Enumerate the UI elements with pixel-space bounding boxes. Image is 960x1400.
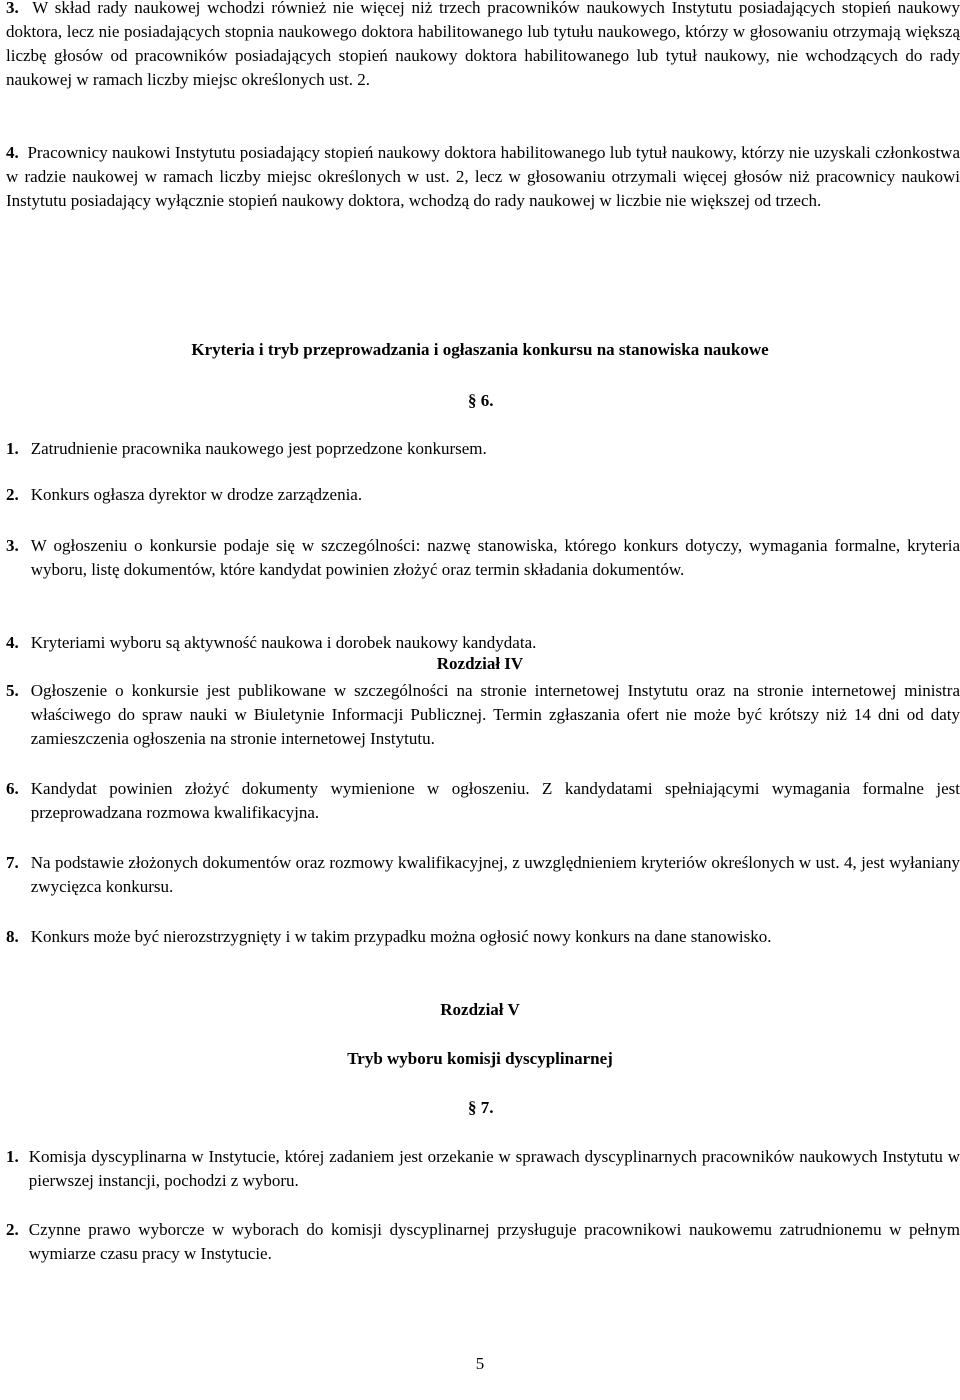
item-text: Zatrudnienie pracownika naukowego jest poprzedzone konkursem. <box>30 439 487 458</box>
item-text: W ogłoszeniu o konkursie podaje się w szczególności: nazwę stanowiska, którego konkurs dotyczy, wymagania formalne, kryteria wyboru, listę dokumentów, które kandydat powinien złożyć oraz termin składania dokumentów. <box>30 536 960 579</box>
list-item <box>6 483 960 507</box>
item-number: 4. <box>6 633 19 652</box>
paragraph-number: § 6. <box>468 391 494 410</box>
item-number: 6. <box>6 779 19 798</box>
list-item <box>6 437 960 461</box>
list-item <box>6 925 960 949</box>
list-item <box>6 777 960 825</box>
item-number: 3. <box>6 0 19 17</box>
list-item <box>6 851 960 899</box>
item-text: Kryteriami wyboru są aktywność naukowa i dorobek naukowy kandydata. <box>30 633 537 652</box>
item-number: 8. <box>6 927 19 946</box>
item-text: Pracownicy naukowi Instytutu posiadający stopień naukowy doktora habilitowanego lub tytuł naukowy, którzy nie uzyskali członkostwa w radzie naukowej w ramach liczby miejsc określonych w ust. 2, lecz w głosowaniu otrzymali więcej głosów niż pracownicy naukowi Instytutu posiadający wyłącznie stopień naukowy doktora, wchodzą do rady naukowej w liczbie nie większej od trzech. <box>6 143 960 210</box>
chapter-heading: Rozdział IV <box>436 654 524 673</box>
item-number: 2. <box>6 485 19 504</box>
item-text: Konkurs może być nierozstrzygnięty i w takim przypadku można ogłosić nowy konkurs na dane stanowisko. <box>30 927 772 946</box>
list-item <box>6 679 960 751</box>
item-text: Ogłoszenie o konkursie jest publikowane w szczególności na stronie internetowej Instytutu oraz na stronie internetowej ministra właściwego do spraw nauki w Biuletynie Informacji Publicznej. Termin zgłaszania ofert nie może być krótszy niż 14 dni od daty zamieszczenia ogłoszenia na stronie internetowej Instytutu. <box>30 681 960 748</box>
list-item <box>6 0 960 92</box>
item-number: 5. <box>6 681 19 700</box>
list-item <box>6 1145 960 1193</box>
list-item <box>6 631 960 655</box>
item-number: 1. <box>6 1147 19 1166</box>
chapter-heading: Rozdział V <box>440 1000 520 1019</box>
chapter-title: Tryb wyboru komisji dyscyplinarnej <box>347 1049 613 1068</box>
item-number: 1. <box>6 439 19 458</box>
list-item <box>6 141 960 213</box>
item-text: W skład rady naukowej wchodzi również nie więcej niż trzech pracowników naukowych Instytutu posiadających stopień naukowy doktora, lecz nie posiadających stopnia naukowego doktora habilitowanego lub tytułu naukowego, którzy w głosowaniu otrzymają większą liczbę głosów od pracowników posiadających stopień naukowy doktora habilitowanego lub tytuł naukowy, nie wchodzących do rady naukowej w ramach liczby miejsc określonych ust. 2. <box>6 0 960 89</box>
item-text: Konkurs ogłasza dyrektor w drodze zarządzenia. <box>30 485 363 504</box>
item-number: 3. <box>6 536 19 555</box>
item-text: Komisja dyscyplinarna w Instytucie, której zadaniem jest orzekanie w sprawach dyscyplinarnych pracowników naukowych Instytutu w pierwszej instancji, pochodzi z wyboru. <box>28 1147 960 1190</box>
item-text: Czynne prawo wyborcze w wyborach do komisji dyscyplinarnej przysługuje pracownikowi naukowemu zatrudnionemu w pełnym wymiarze czasu pracy w Instytucie. <box>28 1220 960 1263</box>
chapter-title: Kryteria i tryb przeprowadzania i ogłaszania konkursu na stanowiska naukowe <box>191 340 769 359</box>
item-number: 7. <box>6 853 19 872</box>
paragraph-number: § 7. <box>468 1098 494 1117</box>
list-item <box>6 534 960 582</box>
item-text: Na podstawie złożonych dokumentów oraz rozmowy kwalifikacyjnej, z uwzględnieniem kryteriów określonych w ust. 4, jest wyłaniany zwycięzca konkursu. <box>30 853 960 896</box>
list-item <box>6 1218 960 1266</box>
item-text: Kandydat powinien złożyć dokumenty wymienione w ogłoszeniu. Z kandydatami spełniającymi wymagania formalne jest przeprowadzana rozmowa kwalifikacyjna. <box>30 779 960 822</box>
item-number: 4. <box>6 143 19 162</box>
item-number: 2. <box>6 1220 19 1239</box>
page-number: 5 <box>475 1354 485 1373</box>
